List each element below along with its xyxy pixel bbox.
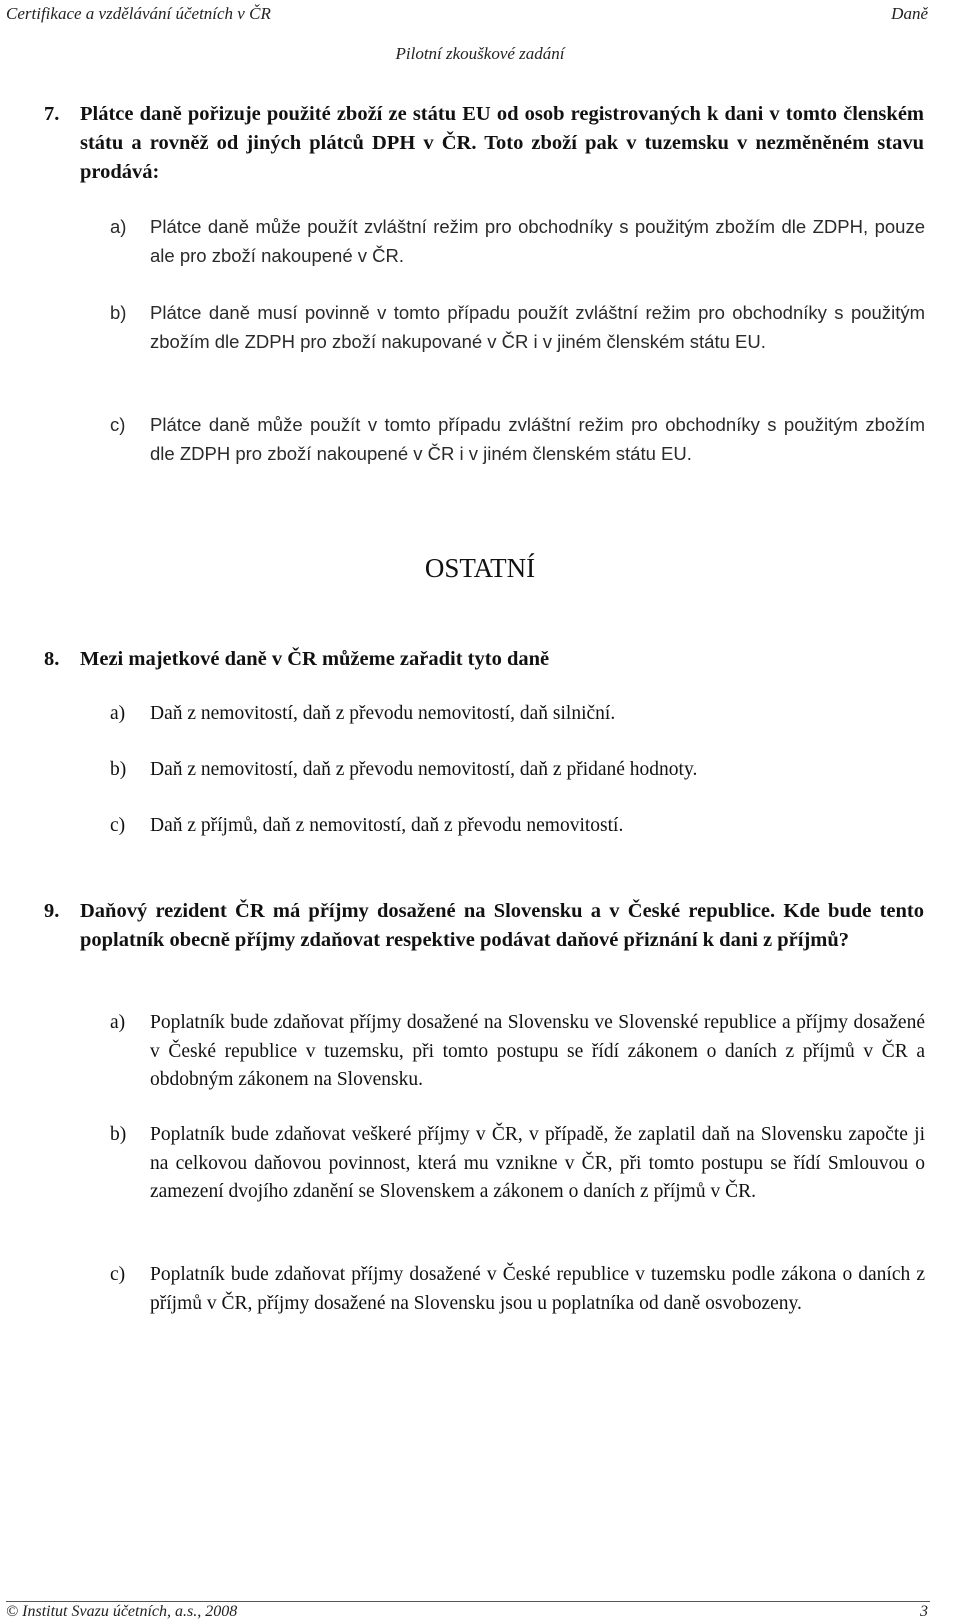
option-letter: b) <box>110 1124 127 1145</box>
question-9-option-c <box>110 1261 925 1318</box>
question-8-option-b <box>110 756 925 785</box>
option-text: Poplatník bude zdaňovat veškeré příjmy v ČR, v případě, že zaplatil daň na Slovensku započte ji na celkovou daňovou povinnost, která mu vznikne v ČR, při tomto postupu se řídí Smlouvou o zamezení dvojího zdanění se Slovenskem a zákonem o daních z příjmů v ČR. <box>150 1124 925 1202</box>
question-number: 7. <box>44 103 60 125</box>
question-text: Plátce daně pořizuje použité zboží ze státu EU od osob registrovaných k dani v tomto členském státu a rovněž od jiných plátců DPH v ČR. Toto zboží pak v tuzemsku v nezměněném stavu prodává: <box>80 103 924 183</box>
option-text: Daň z nemovitostí, daň z převodu nemovitostí, daň z přidané hodnoty. <box>150 759 698 780</box>
option-letter: c) <box>110 1264 126 1285</box>
footer-copyright: © Institut Svazu účetních, a.s., 2008 <box>6 1603 238 1620</box>
question-8-option-c <box>110 812 925 841</box>
option-text: Poplatník bude zdaňovat příjmy dosažené v České republice v tuzemsku podle zákona o daních z příjmů v ČR, příjmy dosažené na Slovensku jsou u poplatníka od daně osvobozeny. <box>150 1264 925 1314</box>
question-7-option-b <box>110 299 925 356</box>
section-title: OSTATNÍ <box>424 553 536 583</box>
question-7-option-a <box>110 213 925 270</box>
question-9-option-a <box>110 1009 925 1095</box>
option-letter: c) <box>110 815 126 836</box>
option-text: Daň z příjmů, daň z nemovitostí, daň z převodu nemovitostí. <box>150 815 624 836</box>
question-8 <box>44 645 924 674</box>
page-number: 3 <box>920 1603 928 1620</box>
question-9 <box>44 897 924 955</box>
question-number: 9. <box>44 900 60 922</box>
option-letter: c) <box>110 414 126 435</box>
question-7-option-c <box>110 411 925 468</box>
option-letter: b) <box>110 302 127 323</box>
option-letter: b) <box>110 759 127 780</box>
question-text: Mezi majetkové daně v ČR můžeme zařadit tyto daně <box>80 648 550 670</box>
option-text: Plátce daně musí povinně v tomto případu použít zvláštní režim pro obchodníky s použitým zbožím dle ZDPH pro zboží nakupované v ČR i v jiném členském státu EU. <box>150 302 925 352</box>
option-letter: a) <box>110 216 127 237</box>
option-letter: a) <box>110 703 126 724</box>
option-text: Daň z nemovitostí, daň z převodu nemovitostí, daň silniční. <box>150 703 616 724</box>
header-right-title: Daně <box>891 4 928 23</box>
option-text: Poplatník bude zdaňovat příjmy dosažené na Slovensku ve Slovenské republice a příjmy dosažené v České republice v tuzemsku, při tomto postupu se řídí zákonem o daních z příjmů v ČR a obdobným zákonem na Slovensku. <box>150 1012 925 1090</box>
question-text: Daňový rezident ČR má příjmy dosažené na Slovensku a v České republice. Kde bude tento poplatník obecně příjmy zdaňovat respektive podávat daňové přiznání k dani z příjmů? <box>80 900 924 951</box>
question-9-option-b <box>110 1121 925 1207</box>
option-text: Plátce daně může použít zvláštní režim pro obchodníky s použitým zbožím dle ZDPH, pouze ale pro zboží nakoupené v ČR. <box>150 216 925 266</box>
question-8-option-a <box>110 700 925 729</box>
option-text: Plátce daně může použít v tomto případu zvláštní režim pro obchodníky s použitým zbožím dle ZDPH pro zboží nakoupené v ČR i v jiném členském státu EU. <box>150 414 925 464</box>
footer-divider <box>6 1601 930 1602</box>
header-subtitle: Pilotní zkouškové zadání <box>395 44 565 63</box>
question-number: 8. <box>44 648 60 670</box>
header-left-title: Certifikace a vzdělávání účetních v ČR <box>6 4 271 23</box>
option-letter: a) <box>110 1012 126 1033</box>
question-7 <box>44 100 924 187</box>
